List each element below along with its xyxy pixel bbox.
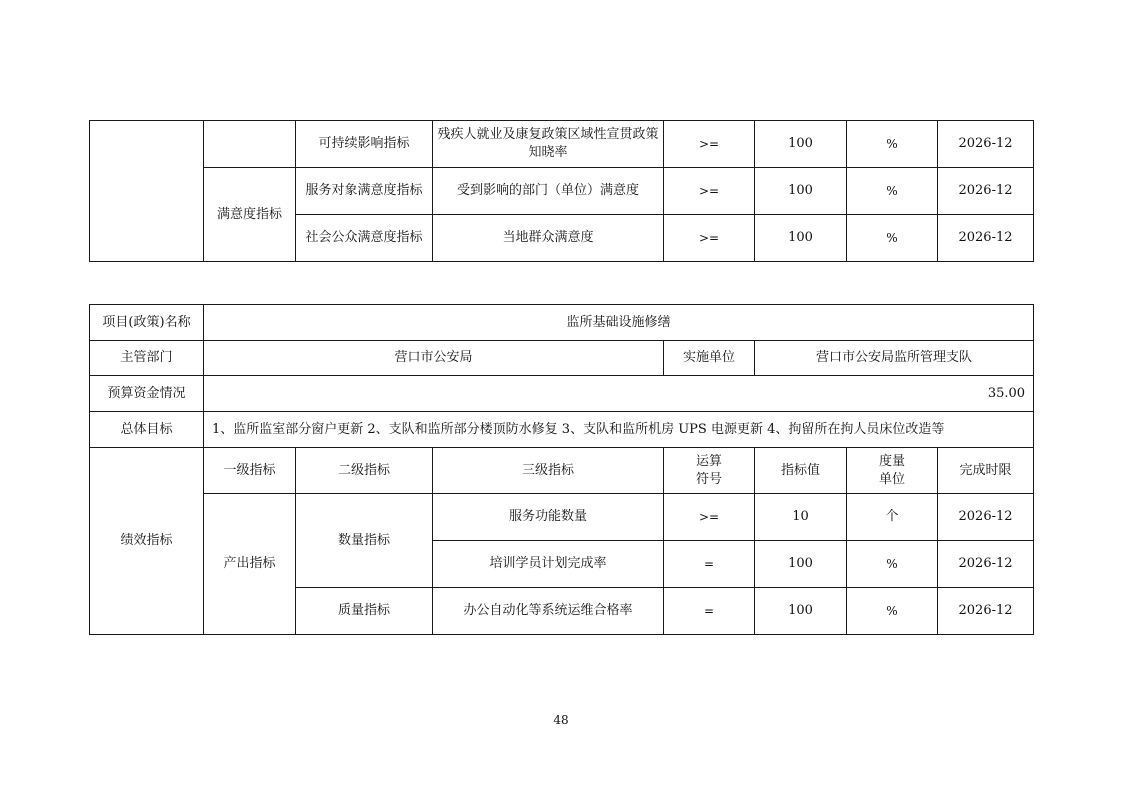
level2-cell: 社会公众满意度指标 xyxy=(296,215,433,262)
operator-cell: >= xyxy=(664,494,755,541)
table-row xyxy=(90,376,1034,412)
unit-cell: % xyxy=(847,168,938,215)
indicator-table-continued xyxy=(89,120,1034,262)
header-deadline: 完成时限 xyxy=(938,448,1034,494)
table-row xyxy=(90,168,1034,215)
level3-cell: 受到影响的部门（单位）满意度 xyxy=(433,168,664,215)
deadline-cell: 2026-12 xyxy=(938,588,1034,635)
operator-cell: >= xyxy=(664,215,755,262)
unit-cell: % xyxy=(847,588,938,635)
level3-cell: 残疾人就业及康复政策区域性宣贯政策知晓率 xyxy=(433,121,664,168)
header-unit-line2: 单位 xyxy=(878,471,905,487)
header-level1: 一级指标 xyxy=(204,448,296,494)
deadline-cell: 2026-12 xyxy=(938,215,1034,262)
level2-cell: 可持续影响指标 xyxy=(296,121,433,168)
table-row xyxy=(90,341,1034,376)
table-row xyxy=(90,412,1034,448)
department-label: 主管部门 xyxy=(90,341,204,376)
quantity-indicator-label: 数量指标 xyxy=(296,494,433,588)
value-cell: 100 xyxy=(755,215,847,262)
output-indicator-label: 产出指标 xyxy=(204,494,296,635)
empty-level1-cell xyxy=(204,121,296,168)
empty-level0-cell xyxy=(90,121,204,262)
table-header-row xyxy=(90,448,1034,494)
operator-cell: = xyxy=(664,588,755,635)
operator-cell: >= xyxy=(664,168,755,215)
header-operator-line1: 运算 xyxy=(695,453,722,469)
project-name-value: 监所基础设施修缮 xyxy=(204,305,1034,341)
value-cell: 100 xyxy=(755,168,847,215)
budget-label: 预算资金情况 xyxy=(90,376,204,412)
deadline-cell: 2026-12 xyxy=(938,541,1034,588)
table-row xyxy=(90,305,1034,341)
implementing-unit-value: 营口市公安局监所管理支队 xyxy=(755,341,1034,376)
budget-value: 35.00 xyxy=(204,376,1034,412)
project-name-label: 项目(政策)名称 xyxy=(90,305,204,341)
header-level3: 三级指标 xyxy=(433,448,664,494)
level3-cell: 培训学员计划完成率 xyxy=(433,541,664,588)
table-row xyxy=(90,494,1034,541)
overall-goal-label: 总体目标 xyxy=(90,412,204,448)
unit-cell: 个 xyxy=(847,494,938,541)
department-value: 营口市公安局 xyxy=(204,341,664,376)
implementing-unit-label: 实施单位 xyxy=(664,341,755,376)
value-cell: 100 xyxy=(755,541,847,588)
header-operator xyxy=(664,448,755,494)
header-unit xyxy=(847,448,938,494)
value-cell: 100 xyxy=(755,121,847,168)
level2-cell: 服务对象满意度指标 xyxy=(296,168,433,215)
level3-cell: 办公自动化等系统运维合格率 xyxy=(433,588,664,635)
unit-cell: % xyxy=(847,121,938,168)
header-level2: 二级指标 xyxy=(296,448,433,494)
page-number: 48 xyxy=(553,713,569,727)
deadline-cell: 2026-12 xyxy=(938,168,1034,215)
project-performance-table xyxy=(89,304,1034,635)
header-value: 指标值 xyxy=(755,448,847,494)
header-operator-line2: 符号 xyxy=(695,471,722,487)
value-cell: 100 xyxy=(755,588,847,635)
level3-cell: 服务功能数量 xyxy=(433,494,664,541)
deadline-cell: 2026-12 xyxy=(938,494,1034,541)
table-row xyxy=(90,121,1034,168)
unit-cell: % xyxy=(847,541,938,588)
operator-cell: >= xyxy=(664,121,755,168)
deadline-cell: 2026-12 xyxy=(938,121,1034,168)
unit-cell: % xyxy=(847,215,938,262)
header-unit-line1: 度量 xyxy=(878,453,905,469)
overall-goal-value: 1、监所监室部分窗户更新 2、支队和监所部分楼顶防水修复 3、支队和监所机房 UPS 电源更新 4、拘留所在拘人员床位改造等 xyxy=(204,412,1034,448)
level3-cell: 当地群众满意度 xyxy=(433,215,664,262)
value-cell: 10 xyxy=(755,494,847,541)
operator-cell: = xyxy=(664,541,755,588)
satisfaction-indicator-label: 满意度指标 xyxy=(204,168,296,262)
quality-indicator-label: 质量指标 xyxy=(296,588,433,635)
performance-indicator-label: 绩效指标 xyxy=(90,448,204,635)
